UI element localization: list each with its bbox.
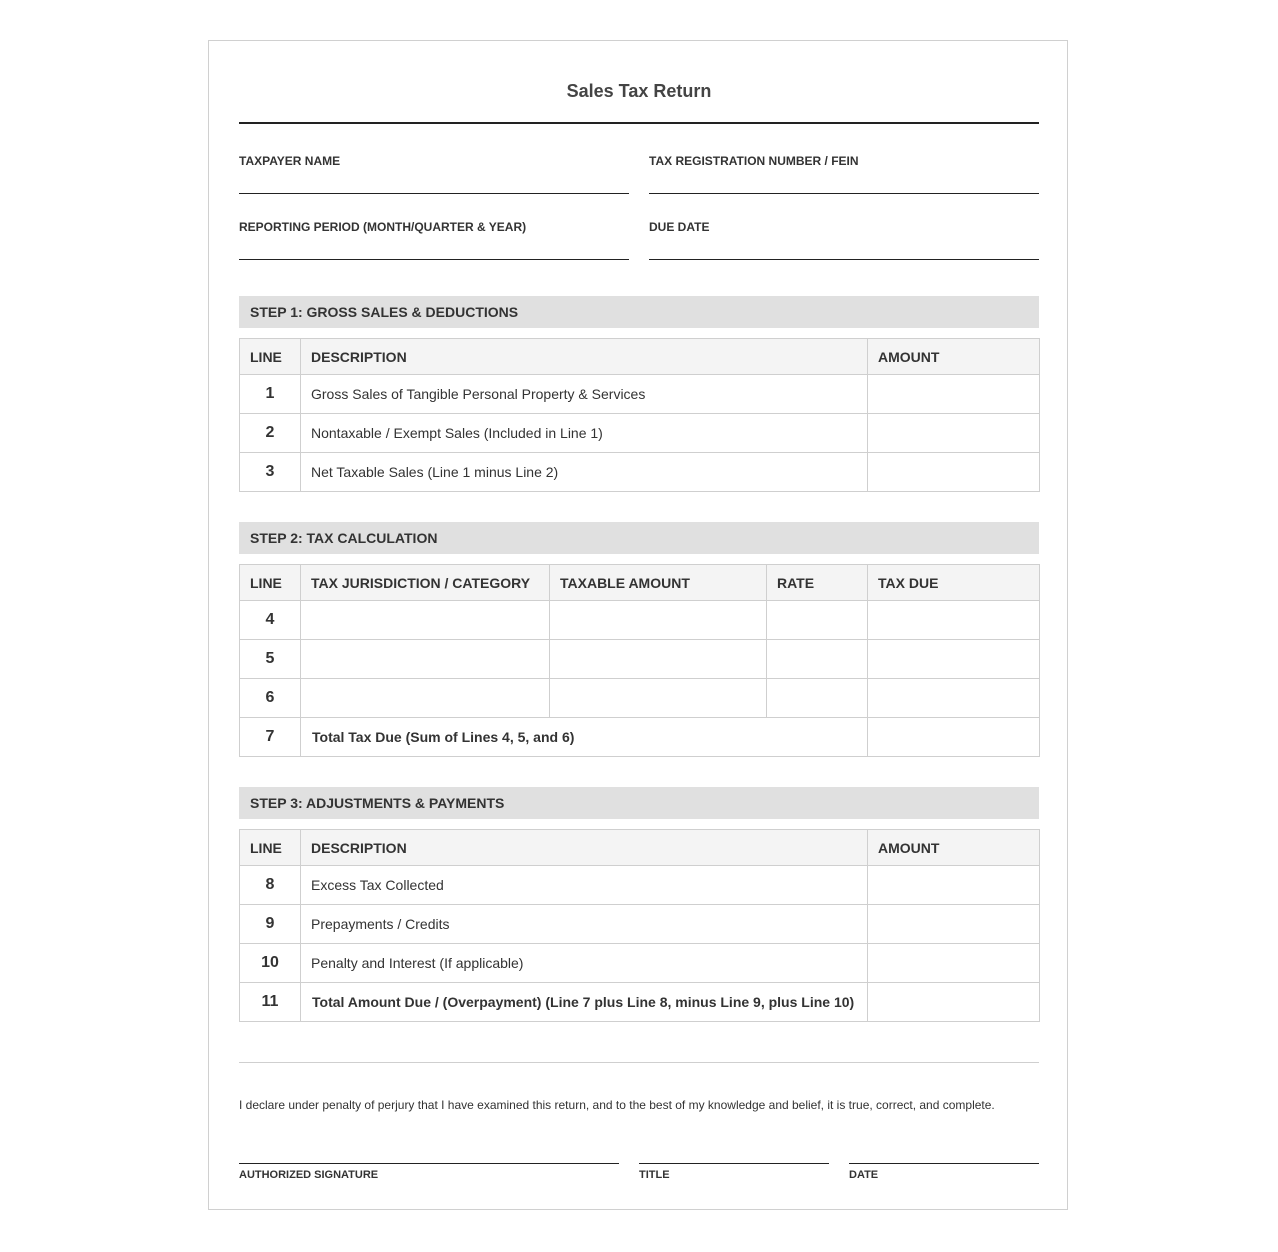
tax-form-page <box>208 40 1068 1210</box>
line-description: Net Taxable Sales (Line 1 minus Line 2) <box>301 453 868 492</box>
line-description: Penalty and Interest (If applicable) <box>301 944 868 983</box>
amount-cell[interactable] <box>868 453 1040 492</box>
date-line <box>849 1163 1039 1164</box>
step2-header: STEP 2: TAX CALCULATION <box>239 522 1039 554</box>
rate-cell[interactable] <box>767 679 868 718</box>
authorized-signature-label: AUTHORIZED SIGNATURE <box>239 1169 379 1181</box>
table-row <box>240 866 1040 905</box>
column-header-amount: AMOUNT <box>868 830 1040 866</box>
title-label: TITLE <box>639 1169 670 1181</box>
taxable-amount-cell[interactable] <box>550 601 767 640</box>
table-row <box>240 601 1040 640</box>
taxpayer-name-label: TAXPAYER NAME <box>239 154 341 168</box>
tax-due-cell[interactable] <box>868 679 1040 718</box>
step3-table <box>239 829 1040 1022</box>
line-number: 3 <box>240 453 301 492</box>
table-header-row <box>240 339 1040 375</box>
column-header-jurisdiction: TAX JURISDICTION / CATEGORY <box>301 565 550 601</box>
table-header-row <box>240 830 1040 866</box>
title-field[interactable] <box>639 1163 829 1181</box>
signature-line <box>239 1163 619 1164</box>
authorized-signature-field[interactable] <box>239 1163 619 1181</box>
line-number: 9 <box>240 905 301 944</box>
reporting-period-line <box>239 259 629 260</box>
line-number: 5 <box>240 640 301 679</box>
jurisdiction-cell[interactable] <box>301 679 550 718</box>
amount-cell[interactable] <box>868 905 1040 944</box>
total-row <box>240 983 1040 1022</box>
declaration-text: I declare under penalty of perjury that I have examined this return, and to the best of my knowledge and belief, it is true, correct, and complete. <box>239 1098 995 1112</box>
table-header-row <box>240 565 1040 601</box>
tax-due-cell[interactable] <box>868 601 1040 640</box>
total-row <box>240 718 1040 757</box>
form-title: Sales Tax Return <box>566 81 712 101</box>
line-number: 2 <box>240 414 301 453</box>
table-row <box>240 453 1040 492</box>
line-number: 6 <box>240 679 301 718</box>
rate-cell[interactable] <box>767 601 868 640</box>
tax-registration-field[interactable] <box>649 154 1039 168</box>
jurisdiction-cell[interactable] <box>301 640 550 679</box>
line-number: 10 <box>240 944 301 983</box>
jurisdiction-cell[interactable] <box>301 601 550 640</box>
line-description: Nontaxable / Exempt Sales (Included in Line 1) <box>301 414 868 453</box>
total-description: Total Tax Due (Sum of Lines 4, 5, and 6) <box>301 718 868 757</box>
amount-cell[interactable] <box>868 944 1040 983</box>
line-description: Gross Sales of Tangible Personal Property & Services <box>301 375 868 414</box>
line-description: Excess Tax Collected <box>301 866 868 905</box>
line-number: 1 <box>240 375 301 414</box>
column-header-rate: RATE <box>767 565 868 601</box>
step3-header: STEP 3: ADJUSTMENTS & PAYMENTS <box>239 787 1039 819</box>
column-header-description: DESCRIPTION <box>301 830 868 866</box>
due-date-label: DUE DATE <box>649 220 710 234</box>
total-description: Total Amount Due / (Overpayment) (Line 7 plus Line 8, minus Line 9, plus Line 10) <box>301 983 868 1022</box>
line-description: Prepayments / Credits <box>301 905 868 944</box>
rate-cell[interactable] <box>767 640 868 679</box>
reporting-period-label: REPORTING PERIOD (MONTH/QUARTER & YEAR) <box>239 220 527 234</box>
line-number: 11 <box>240 983 301 1022</box>
step1-table <box>239 338 1040 492</box>
column-header-line: LINE <box>240 339 301 375</box>
line-number: 8 <box>240 866 301 905</box>
line-number: 7 <box>240 718 301 757</box>
tax-due-cell[interactable] <box>868 640 1040 679</box>
date-field[interactable] <box>849 1163 1039 1181</box>
column-header-tax-due: TAX DUE <box>868 565 1040 601</box>
column-header-line: LINE <box>240 830 301 866</box>
taxable-amount-cell[interactable] <box>550 640 767 679</box>
column-header-taxable-amount: TAXABLE AMOUNT <box>550 565 767 601</box>
column-header-line: LINE <box>240 565 301 601</box>
taxable-amount-cell[interactable] <box>550 679 767 718</box>
table-row <box>240 640 1040 679</box>
step2-table <box>239 564 1040 757</box>
table-row <box>240 375 1040 414</box>
amount-cell[interactable] <box>868 866 1040 905</box>
reporting-period-field[interactable] <box>239 220 629 234</box>
section-divider <box>239 1062 1039 1063</box>
taxpayer-name-line <box>239 193 629 194</box>
due-date-field[interactable] <box>649 220 1039 234</box>
title-divider <box>239 122 1039 124</box>
due-date-line <box>649 259 1039 260</box>
amount-cell[interactable] <box>868 983 1040 1022</box>
date-label: DATE <box>849 1169 879 1181</box>
table-row <box>240 944 1040 983</box>
column-header-amount: AMOUNT <box>868 339 1040 375</box>
table-row <box>240 679 1040 718</box>
line-number: 4 <box>240 601 301 640</box>
tax-registration-line <box>649 193 1039 194</box>
tax-due-cell[interactable] <box>868 718 1040 757</box>
tax-registration-label: TAX REGISTRATION NUMBER / FEIN <box>649 154 859 168</box>
title-line <box>639 1163 829 1164</box>
amount-cell[interactable] <box>868 414 1040 453</box>
table-row <box>240 905 1040 944</box>
step1-header: STEP 1: GROSS SALES & DEDUCTIONS <box>239 296 1039 328</box>
taxpayer-name-field[interactable] <box>239 154 629 168</box>
column-header-description: DESCRIPTION <box>301 339 868 375</box>
amount-cell[interactable] <box>868 375 1040 414</box>
table-row <box>240 414 1040 453</box>
